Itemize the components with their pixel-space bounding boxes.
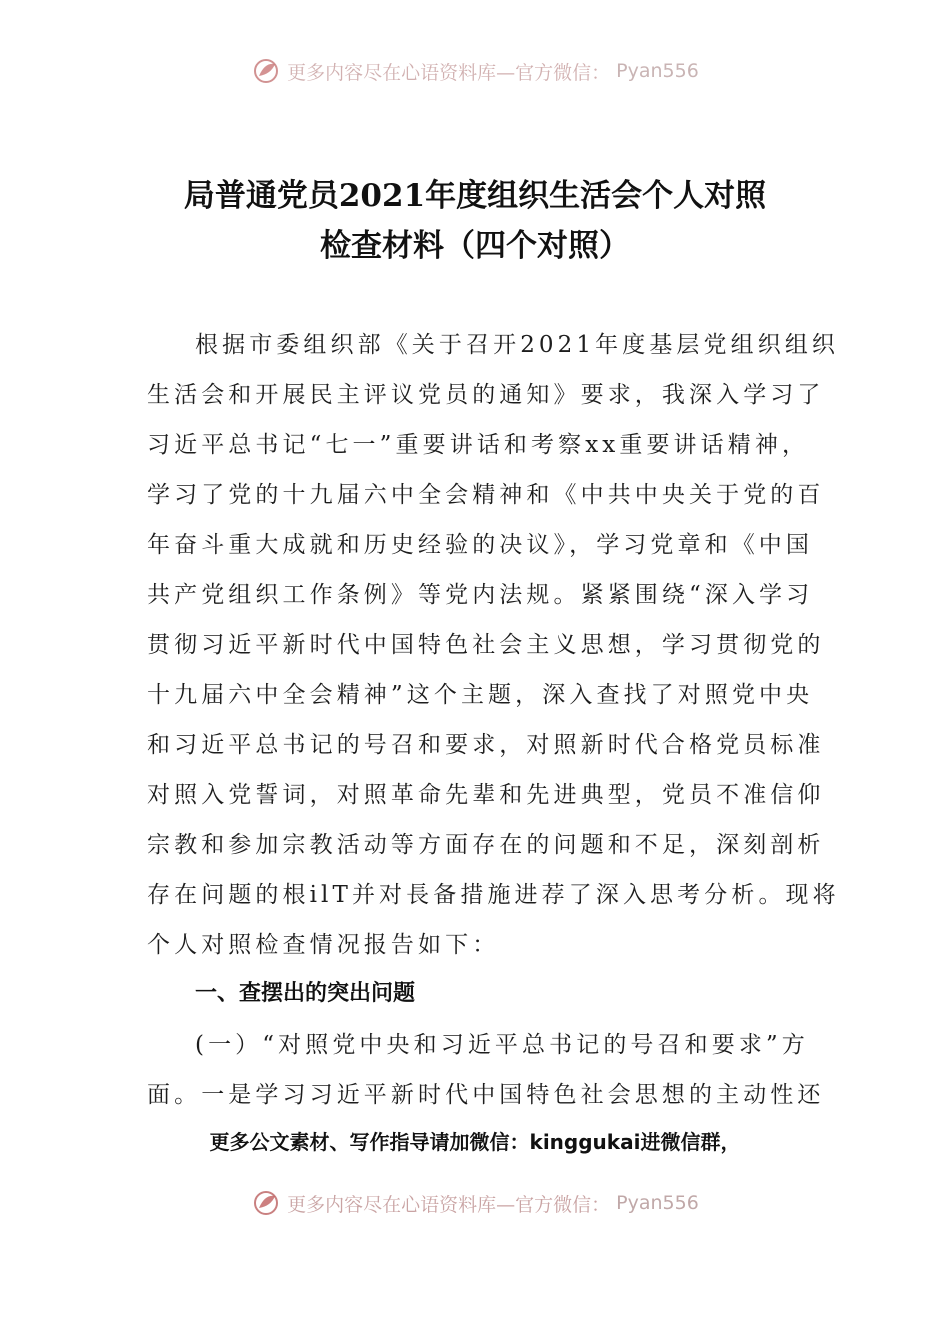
paragraph-line: 对照入党誓词，对照革命先辈和先进典型，党员不准信仰 xyxy=(147,782,825,808)
paragraph-line: 共产党组织工作条例》等党内法规。紧紧围绕“深入学习 xyxy=(147,582,814,608)
watermark-handle: Pyan556 xyxy=(616,60,699,82)
document-title-line-1: 局普通党员2021年度组织生活会个人对照 xyxy=(183,178,767,214)
document-title-line-2: 检查材料（四个对照） xyxy=(320,228,630,264)
paragraph-line: 根据市委组织部《关于召开2021年度基层党组织组织 xyxy=(195,332,840,358)
section-heading: 一、查摆出的突出问题 xyxy=(195,981,416,1006)
paragraph-line: 存在问题的根ilT并对長备措施进荐了深入思考分析。现将 xyxy=(147,882,840,908)
paragraph-line: 习近平总书记“七一”重要讲话和考察xx重要讲话精神， xyxy=(147,432,810,458)
paragraph-line: 生活会和开展民主评议党员的通知》要求，我深入学习了 xyxy=(147,382,825,408)
watermark-handle: Pyan556 xyxy=(616,1192,699,1214)
paragraph-line: 十九届六中全会精神”这个主题，深入查找了对照党中央 xyxy=(147,682,814,708)
promo-text: 更多公文素材、写作指导请加微信：kinggukai进微信群， xyxy=(209,1130,741,1154)
watermark-text: 更多内容尽在心语资料库—官方微信： xyxy=(287,1193,611,1216)
watermark-footer xyxy=(0,1188,950,1218)
paragraph-line: 个人对照检查情况报告如下： xyxy=(147,932,500,958)
paragraph-line: 年奋斗重大成就和历史经验的决议》，学习党章和《中国 xyxy=(147,532,813,558)
section-paragraph-line: 面。一是学习习近平新时代中国特色社会思想的主动性还 xyxy=(147,1082,825,1108)
watermark-header xyxy=(0,56,950,86)
watermark-text: 更多内容尽在心语资料库—官方微信： xyxy=(287,61,611,84)
leaf-circle-logo-icon xyxy=(251,1188,281,1218)
section-paragraph-line: (一）“对照党中央和习近平总书记的号召和要求”方 xyxy=(195,1032,809,1058)
paragraph-line: 宗教和参加宗教活动等方面存在的问题和不足，深刻剖析 xyxy=(147,832,825,858)
leaf-circle-logo-icon xyxy=(251,56,281,86)
paragraph-line: 贯彻习近平新时代中国特色社会主义思想，学习贯彻党的 xyxy=(147,632,825,658)
paragraph-line: 和习近平总书记的号召和要求，对照新时代合格党员标准 xyxy=(147,732,825,758)
paragraph-line: 学习了党的十九届六中全会精神和《中共中央关于党的百 xyxy=(147,482,825,508)
